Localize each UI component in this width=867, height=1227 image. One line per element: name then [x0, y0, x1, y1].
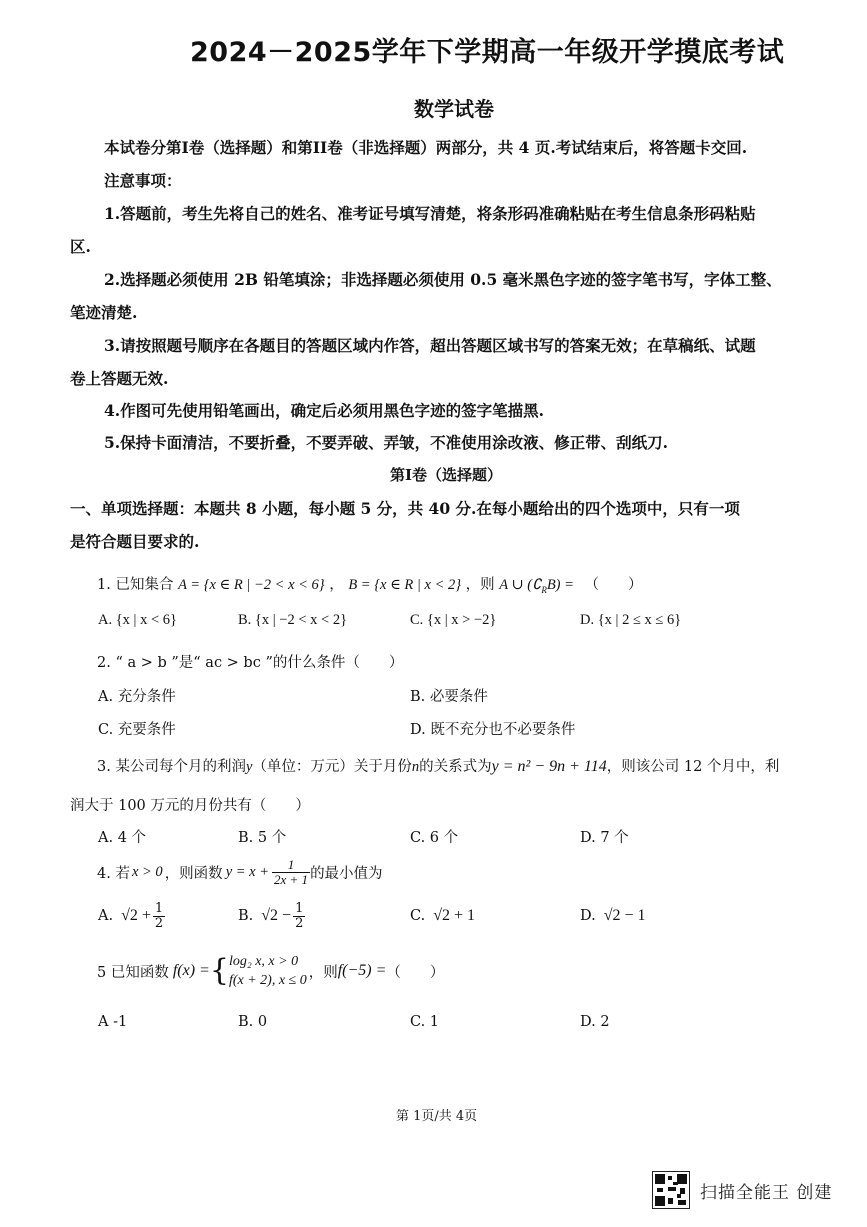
- q2-option-a: A. 充分条件: [98, 689, 176, 705]
- q4-option-d: [580, 898, 646, 934]
- notice-line: 1.答题前，考生先将自己的姓名、准考证号填写清楚，将条形码准确粘贴在考生信息条形码粘贴: [104, 204, 756, 223]
- q1-sep: ，则: [465, 577, 495, 593]
- q4-condition: x > 0: [131, 863, 163, 880]
- q1-set-a: A = {x ∈ R | −2 < x < 6}: [178, 577, 325, 593]
- q3-var-n: n: [411, 759, 420, 775]
- notice-line: 笔迹清楚.: [70, 303, 138, 322]
- q1-answer-paren: （ ）: [584, 577, 643, 593]
- q5-option-b: B. 0: [238, 1014, 268, 1030]
- q2-option-d: D. 既不充分也不必要条件: [410, 722, 576, 738]
- exam-title: 2024－2025学年下学期高一年级开学摸底考试: [190, 37, 785, 68]
- q4-half-num: 1: [154, 900, 164, 916]
- q5-case-2: f(x + 2), x ≤ 0: [228, 973, 307, 988]
- q3-option-c: C. 6 个: [410, 830, 459, 846]
- q5-option-a: A -1: [98, 1014, 128, 1030]
- notice-line: 卷上答题无效.: [70, 369, 169, 388]
- notice-heading: 注意事项：: [104, 171, 182, 190]
- q4-half-num: 1: [295, 900, 304, 916]
- section1-heading-cont: 是符合题目要求的.: [70, 532, 200, 551]
- q4-option-b-fraction: [293, 902, 305, 931]
- q5-option-c: C. 1: [410, 1014, 440, 1030]
- question-1-stem: [97, 573, 643, 595]
- q1-set-b: B = {x ∈ R | x < 2}: [348, 577, 462, 593]
- notice-line: 5.保持卡面清洁，不要折叠，不要弄破、弄皱，不准使用涂改液、修正带、刮纸刀.: [104, 433, 669, 452]
- question-5-stem: [97, 948, 444, 994]
- q5-brace: {: [209, 953, 229, 988]
- q4-option-c: [410, 898, 475, 934]
- scanner-badge-text: 扫描全能王 创建: [700, 1182, 833, 1203]
- q4-option-d-value: √2 − 1: [603, 907, 646, 924]
- q4-stem-b: ，则函数: [164, 865, 223, 882]
- q5-cases: [229, 952, 307, 990]
- q4-option-b-value: √2 −: [261, 907, 292, 924]
- q4-frac-num: 1: [272, 858, 310, 873]
- q4-function-left: y = x +: [225, 863, 270, 880]
- notice-line: 区.: [70, 237, 91, 256]
- qr-code-icon: [652, 1171, 690, 1209]
- question-3-stem-cont: 润大于 100 万元的月份共有（ ）: [70, 798, 310, 814]
- question-3-stem: [97, 755, 779, 776]
- q1-option-a: A. {x | x < 6}: [98, 612, 177, 628]
- q4-option-a-value: √2 +: [121, 907, 151, 924]
- q4-option-label: D.: [580, 908, 596, 924]
- question-4-stem: [97, 853, 383, 891]
- question-2-stem: 2. “ a > b ”是“ ac > bc ”的什么条件（ ）: [97, 655, 404, 671]
- page-footer: 第 1页/共 4页: [396, 1109, 478, 1124]
- q4-fraction: [272, 858, 310, 887]
- q3-option-a: A. 4 个: [98, 830, 147, 846]
- q1-expression: [499, 577, 574, 593]
- exam-subtitle: 数学试卷: [414, 97, 494, 121]
- q3-option-d: D. 7 个: [580, 830, 629, 846]
- q1-expr-sub: R: [541, 584, 547, 595]
- q4-option-c-value: √2 + 1: [433, 907, 475, 924]
- q1-sep: ，: [329, 577, 344, 593]
- intro-text: 本试卷分第I卷（选择题）和第II卷（非选择题）两部分，共 4 页.考试结束后，将答题卡交回.: [104, 138, 748, 157]
- q2-option-b: B. 必要条件: [410, 689, 488, 705]
- q3-stem-d: ，则该公司 12 个月中，利: [606, 759, 780, 775]
- part1-title: 第I卷（选择题）: [390, 466, 503, 484]
- q3-option-b: B. 5 个: [238, 830, 287, 846]
- q5-case-1: log₂ x, x > 0: [228, 954, 299, 969]
- q3-stem-b: （单位：万元）关于月份: [252, 759, 412, 775]
- q4-option-label: C.: [410, 908, 426, 924]
- q1-option-c: C. {x | x > −2}: [410, 612, 497, 628]
- q1-option-d: D. {x | 2 ≤ x ≤ 6}: [580, 612, 682, 628]
- q5-stem-b: ，则: [308, 964, 338, 981]
- scanner-badge: [652, 1171, 832, 1209]
- q4-option-label: B.: [238, 908, 254, 924]
- notice-line: 2.选择题必须使用 2B 铅笔填涂；非选择题必须使用 0.5 毫米黑色字迹的签字笔书写，字体工整、: [104, 270, 782, 289]
- notice-line: 3.请按照题号顺序在各题目的答题区域内作答，超出答题区域书写的答案无效；在草稿纸、试题: [104, 336, 756, 355]
- q4-stem-c: 的最小值为: [310, 865, 383, 882]
- q3-var-y: y: [245, 759, 253, 775]
- q5-answer-paren: （ ）: [386, 964, 445, 981]
- q4-option-label: A.: [98, 908, 114, 924]
- section1-heading: 一、单项选择题：本题共 8 小题，每小题 5 分，共 40 分.在每小题给出的四个选项中，只有一项: [70, 499, 740, 518]
- q2-option-c: C. 充要条件: [98, 722, 176, 738]
- q1-expr-end: B) =: [546, 577, 574, 593]
- q4-half-den: 2: [154, 915, 164, 931]
- q4-stem-a: 4. 若: [97, 865, 130, 882]
- q1-stem-text: 1. 已知集合: [97, 577, 174, 593]
- q4-option-a-fraction: [153, 902, 165, 931]
- q1-option-b: B. {x | −2 < x < 2}: [238, 612, 348, 628]
- q5-ask: f(−5) =: [337, 962, 387, 979]
- q5-option-d: D. 2: [580, 1014, 610, 1030]
- q4-half-den: 2: [295, 915, 304, 931]
- q3-formula: y = n² − 9n + 114: [491, 758, 607, 775]
- q4-option-a: [98, 898, 165, 934]
- q4-frac-den: 2x + 1: [274, 871, 309, 887]
- notice-line: 4.作图可先使用铅笔画出，确定后必须用黑色字迹的签字笔描黑.: [104, 401, 545, 420]
- q4-option-b: [238, 898, 305, 934]
- q1-expr-main: A ∪ (∁: [499, 577, 542, 593]
- q3-stem-c: 的关系式为: [419, 759, 492, 775]
- q5-stem-a: 5 已知函数: [97, 964, 169, 981]
- q5-function: f(x) =: [172, 962, 210, 979]
- q3-stem-a: 3. 某公司每个月的利润: [97, 759, 246, 775]
